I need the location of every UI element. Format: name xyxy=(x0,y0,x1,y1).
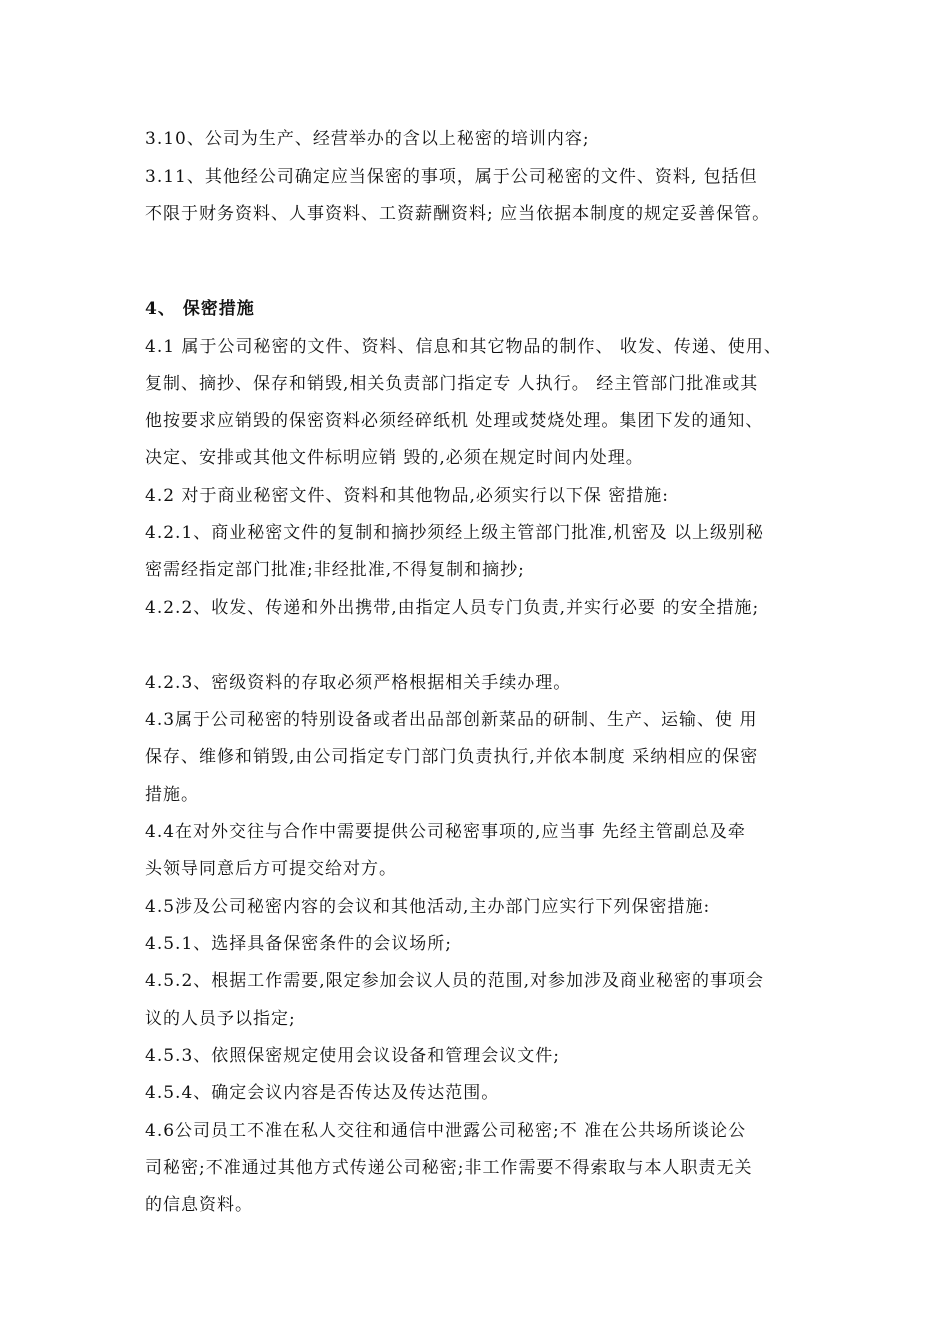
text-line-4-5-1: 4.5.1、选择具备保密条件的会议场所; xyxy=(145,934,452,954)
text-line-4-5-4: 4.5.4、确定会议内容是否传达及传达范围。 xyxy=(145,1083,500,1103)
text-line-4-5: 4.5涉及公司秘密内容的会议和其他活动,主办部门应实行下列保密措施: xyxy=(145,897,711,917)
text-line-4-3: 4.3属于公司秘密的特别设备或者出品部创新菜品的研制、生产、运输、使 用 xyxy=(145,710,758,730)
text-line-4-4-cont: 头领导同意后方可提交给对方。 xyxy=(145,859,397,879)
text-line-3-11-cont: 不限于财务资料、人事资料、工资薪酬资料; 应当依据本制度的规定妥善保管。 xyxy=(145,204,771,224)
text-line-4-6: 4.6公司员工不准在私人交往和通信中泄露公司秘密;不 准在公共场所谈论公 xyxy=(145,1121,747,1141)
text-line-4-5-2-cont: 议的人员予以指定; xyxy=(145,1009,296,1029)
text-line-4-1-cont-1: 复制、摘抄、保存和销毁,相关负责部门指定专 人执行。 经主管部门批准或其 xyxy=(145,374,759,394)
text-line-4-2-3: 4.2.3、密级资料的存取必须严格根据相关手续办理。 xyxy=(145,673,572,693)
text-line-4-5-2: 4.5.2、根据工作需要,限定参加会议人员的范围,对参加涉及商业秘密的事项会 xyxy=(145,971,765,991)
text-line-4-2-1-cont: 密需经指定部门批准;非经批准,不得复制和摘抄; xyxy=(145,560,525,580)
text-line-4-1-cont-2: 他按要求应销毁的保密资料必须经碎纸机 处理或焚烧处理。集团下发的通知、 xyxy=(145,411,764,431)
section-heading-4: 4、 保密措施 xyxy=(145,299,255,319)
text-line-4-1-cont-3: 决定、安排或其他文件标明应销 毁的,必须在规定时间内处理。 xyxy=(145,448,644,468)
text-line-3-11: 3.11、其他经公司确定应当保密的事项，属于公司秘密的文件、资料, 包括但 xyxy=(145,167,758,187)
text-line-4-3-cont-1: 保存、维修和销毁,由公司指定专门部门负责执行,并依本制度 采纳相应的保密 xyxy=(145,747,759,767)
text-line-4-5-3: 4.5.3、依照保密规定使用会议设备和管理会议文件; xyxy=(145,1046,560,1066)
text-line-4-2-2: 4.2.2、收发、传递和外出携带,由指定人员专门负责,并实行必要 的安全措施; xyxy=(145,598,760,618)
text-line-4-2: 4.2 对于商业秘密文件、资料和其他物品,必须实行以下保 密措施: xyxy=(145,486,669,506)
text-line-4-6-cont-2: 的信息资料。 xyxy=(145,1195,253,1215)
text-line-4-1: 4.1 属于公司秘密的文件、资料、信息和其它物品的制作、 收发、传递、使用、 xyxy=(145,337,782,357)
text-line-4-4: 4.4在对外交往与合作中需要提供公司秘密事项的,应当事 先经主管副总及牵 xyxy=(145,822,746,842)
text-line-4-6-cont-1: 司秘密;不准通过其他方式传递公司秘密;非工作需要不得索取与本人职责无关 xyxy=(145,1158,753,1178)
text-line-4-3-cont-2: 措施。 xyxy=(145,785,199,805)
text-line-4-2-1: 4.2.1、商业秘密文件的复制和摘抄须经上级主管部门批准,机密及 以上级别秘 xyxy=(145,523,765,543)
text-line-3-10: 3.10、公司为生产、经营举办的含以上秘密的培训内容; xyxy=(145,129,590,149)
